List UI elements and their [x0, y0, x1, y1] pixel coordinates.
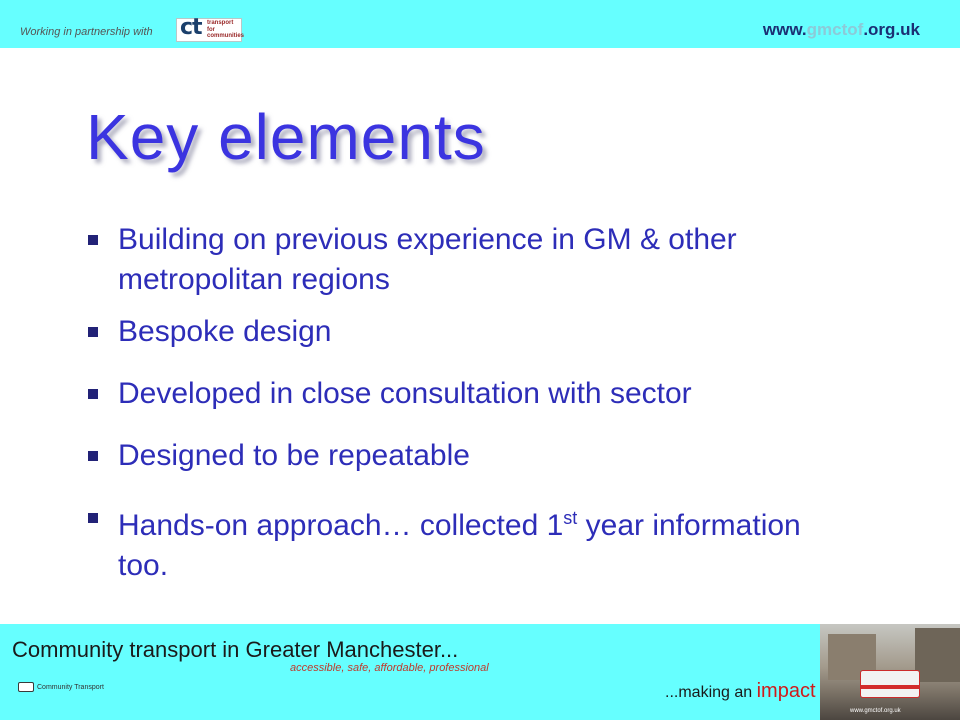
slide-title: Key elements [86, 101, 486, 173]
bullet-text [118, 509, 801, 582]
ct-logo-word: transport [207, 20, 234, 26]
bus-stripe [861, 685, 919, 689]
square-bullet-icon [88, 513, 98, 523]
bullet-text-after: year information too. [118, 509, 801, 582]
bus-icon [860, 670, 920, 698]
header-band [0, 0, 960, 48]
photo-caption: www.gmctof.org.uk [850, 708, 901, 714]
square-bullet-icon [88, 327, 98, 337]
footer-title: Community transport in Greater Manchester... [12, 637, 459, 662]
bullet-item [86, 498, 846, 586]
community-transport-logo-text: Community Transport [37, 683, 104, 691]
bullet-item [86, 374, 846, 414]
url-mid: gmctof [806, 20, 864, 39]
bullet-text: Building on previous experience in GM & other metropolitan regions [118, 223, 737, 296]
bullet-item [86, 436, 846, 476]
square-bullet-icon [88, 389, 98, 399]
street-photo [820, 624, 960, 720]
ct-logo-word: for [207, 26, 215, 33]
footer-tagline: accessible, safe, affordable, professional [290, 662, 489, 674]
ct-logo-words [207, 20, 244, 40]
bullet-item [86, 312, 846, 352]
impact-highlight: impact [756, 680, 816, 702]
bullet-text: Designed to be repeatable [118, 439, 470, 472]
bullet-superscript: st [563, 508, 578, 528]
website-link[interactable] [763, 20, 920, 40]
footer-band [0, 624, 960, 720]
ct-logo [176, 15, 245, 42]
community-transport-logo [18, 682, 104, 692]
ct-logo-word: communities [207, 33, 245, 39]
bullet-text-before: Hands-on approach… collected 1 [118, 509, 564, 542]
square-bullet-icon [88, 235, 98, 245]
url-prefix: www. [762, 20, 807, 39]
partner-text: Working in partnership with [20, 26, 153, 38]
square-bullet-icon [88, 451, 98, 461]
ct-logo-letters: ct [180, 15, 202, 40]
url-suffix: .org.uk [863, 20, 920, 39]
bullet-text: Bespoke design [118, 315, 332, 348]
bullet-text: Developed in close consultation with sector [118, 377, 692, 410]
bullet-list [86, 220, 846, 608]
impact-slogan [665, 680, 816, 703]
impact-prefix: ...making an [665, 684, 757, 701]
bullet-item [86, 220, 846, 300]
minibus-icon [18, 682, 34, 692]
building-shape [915, 628, 960, 682]
